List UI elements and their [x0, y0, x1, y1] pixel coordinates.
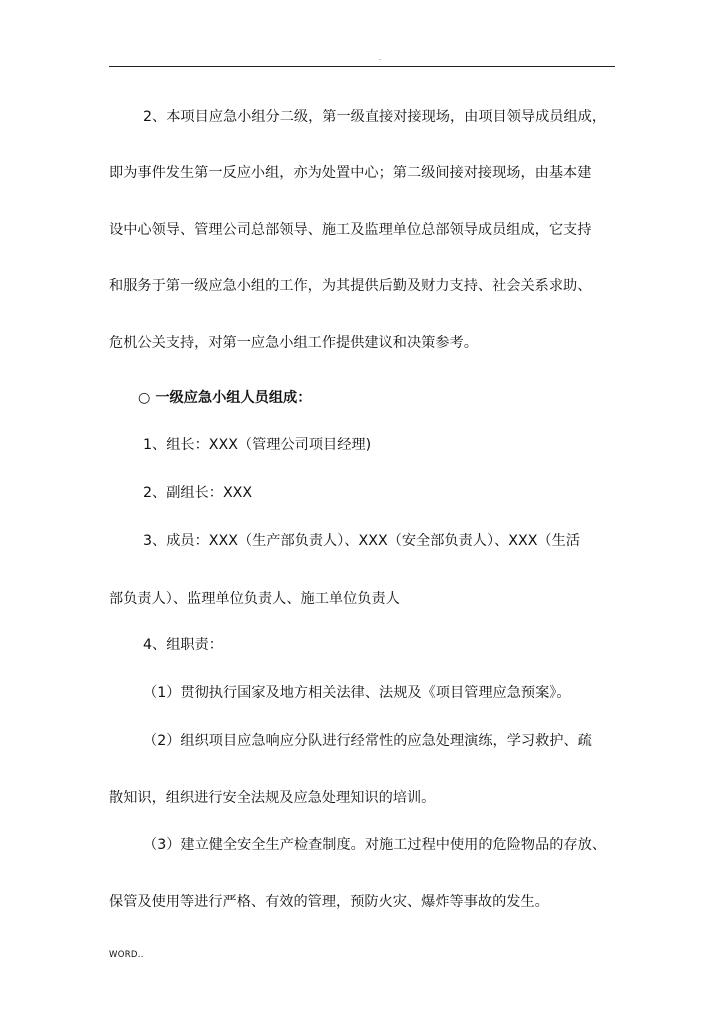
- duty-item-2-line-2: 散知识，组织进行安全法规及应急处理知识的培训。: [109, 790, 436, 806]
- section-heading: [138, 388, 311, 408]
- duty-item-1: （1）贯彻执行国家及地方相关法律、法规及《项目管理应急预案》。: [143, 685, 571, 701]
- circle-bullet-icon: ○: [138, 390, 151, 406]
- leader-line: 1、组长：XXX（管理公司项目经理): [143, 437, 372, 453]
- footer-label: WORD..: [109, 950, 144, 960]
- duty-item-2-line-1: （2）组织项目应急响应分队进行经常性的应急处理演练，学习救护、疏: [143, 733, 592, 749]
- paragraph-2-line-3: 设中心领导、管理公司总部领导、施工及监理单位总部领导成员组成，它支持: [109, 222, 592, 238]
- paragraph-2-line-5: 危机公关支持，对第一应急小组工作提供建议和决策参考。: [109, 335, 478, 351]
- section-heading-text: 一级应急小组人员组成：: [155, 390, 312, 406]
- members-line-1: 3、成员：XXX（生产部负责人）、XXX（安全部负责人）、XXX（生活: [143, 533, 580, 549]
- deputy-leader-line: 2、副组长：XXX: [143, 485, 253, 501]
- duty-item-3-line-2: 保管及使用等进行严格、有效的管理，预防火灾、爆炸等事故的发生。: [109, 894, 549, 910]
- header-mark: .: [379, 54, 382, 62]
- paragraph-2-line-2: 即为事件发生第一反应小组，亦为处置中心；第二级间接对接现场，由基本建: [109, 165, 592, 181]
- header-rule: [109, 66, 615, 67]
- duty-item-3-line-1: （3）建立健全安全生产检查制度。对施工过程中使用的危险物品的存放、: [143, 837, 607, 853]
- members-line-2: 部负责人）、监理单位负责人、施工单位负责人: [109, 591, 400, 607]
- duties-title: 4、组职责：: [143, 637, 223, 653]
- paragraph-2-line-1: 2、本项目应急小组分二级，第一级直接对接现场，由项目领导成员组成，: [143, 109, 607, 125]
- paragraph-2-line-4: 和服务于第一级应急小组的工作，为其提供后勤及财力支持、社会关系求助、: [109, 278, 592, 294]
